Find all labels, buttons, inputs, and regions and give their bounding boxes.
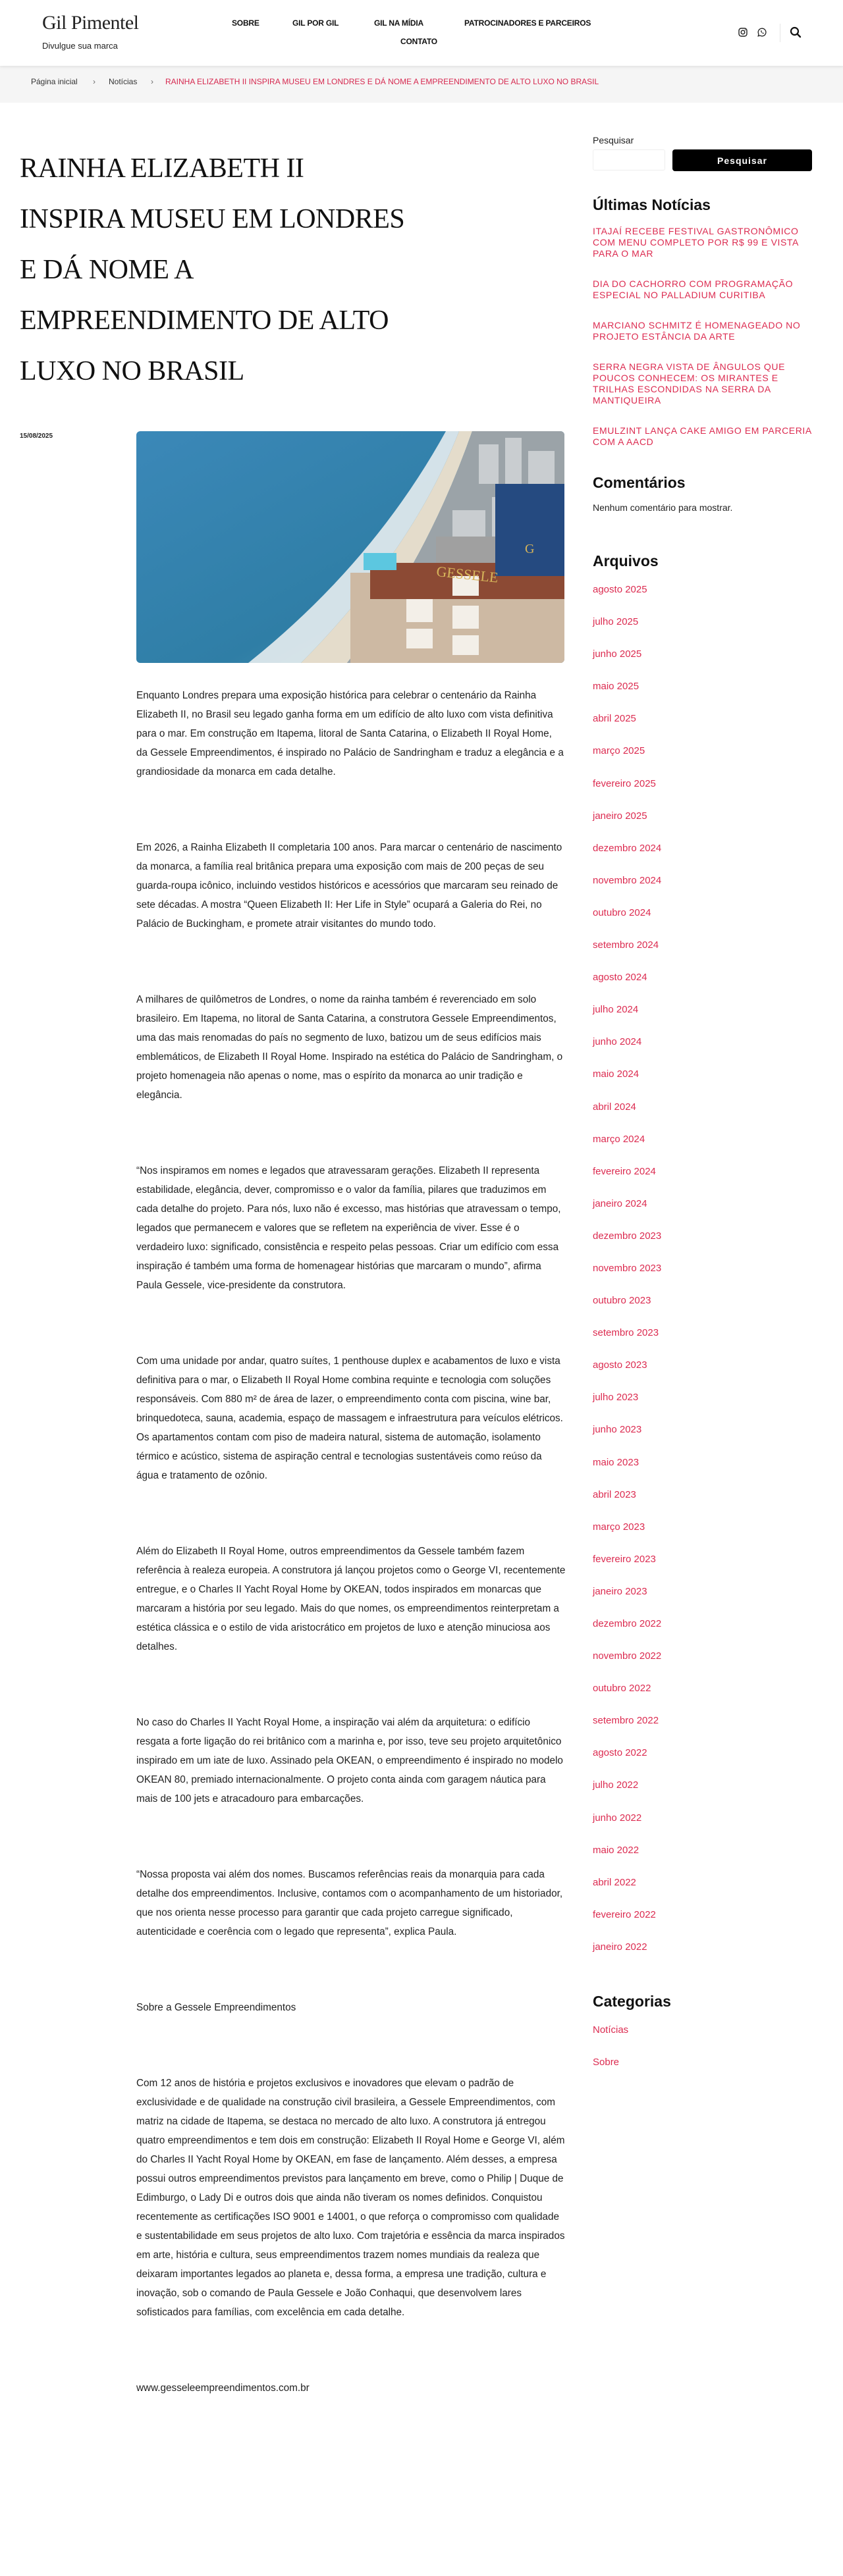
latest-news-link[interactable]: EMULZINT LANÇA CAKE AMIGO EM PARCERIA COM A AACD <box>593 425 812 447</box>
categories-heading: Categorias <box>593 1993 671 2011</box>
article-paragraph: “Nossa proposta vai além dos nomes. Buscamos referências reais da monarquia para cada detalhe dos empreendimentos. Inclusive, contamos com o acompanhamento de um historiador, que nos orienta nesse processo para garantir que cada projeto carregue significado, autenticidade e coerência com o legado que representa”, explica Paula. <box>136 1869 563 1937</box>
archive-link[interactable]: abril 2022 <box>593 1876 636 1888</box>
archives-heading: Arquivos <box>593 552 659 569</box>
archive-link[interactable]: janeiro 2025 <box>593 810 647 822</box>
latest-news-link[interactable]: MARCIANO SCHMITZ É HOMENAGEADO NO PROJETO ESTÂNCIA DA ARTE <box>593 320 801 342</box>
breadcrumb-current: RAINHA ELIZABETH II INSPIRA MUSEU EM LONDRES E DÁ NOME A EMPREENDIMENTO DE ALTO LUXO NO BRASIL <box>165 77 599 86</box>
whatsapp-icon[interactable] <box>757 28 767 40</box>
nav-sobre[interactable]: SOBRE <box>232 18 259 28</box>
search-label: Pesquisar <box>593 135 634 145</box>
nav-gil-na-midia[interactable]: GIL NA MÍDIA <box>374 18 423 28</box>
site-logo[interactable]: Gil Pimentel <box>42 12 139 34</box>
breadcrumb-noticias[interactable]: Notícias <box>109 77 138 86</box>
sidebar <box>593 135 820 2088</box>
archive-link[interactable]: julho 2025 <box>593 616 639 628</box>
archives-list <box>593 583 820 1973</box>
category-link[interactable]: Sobre <box>593 2057 620 2068</box>
latest-news-heading: Últimas Notícias <box>593 196 711 213</box>
article-body <box>136 686 566 2454</box>
archive-link[interactable]: agosto 2022 <box>593 1747 647 1759</box>
archive-link[interactable]: agosto 2025 <box>593 584 647 595</box>
article-date: 15/08/2025 <box>20 433 53 440</box>
website-link[interactable]: www.gesseleempreendimentos.com.br <box>136 2382 310 2394</box>
article-paragraph: No caso do Charles II Yacht Royal Home, a inspiração vai além da arquitetura: o edifício resgata a forte ligação do rei britânico com a marinha e, por isso, teve seu projeto arquitetônico inspirado em um iate de luxo. Assinado pela OKEAN, o empreendimento é inspirado no modelo OKEAN 80, premiado internacionalmente. O projeto conta ainda com garagem náutica para mais de 100 jets e atracadouro para embarcações. <box>136 1717 563 1804</box>
archive-link[interactable]: setembro 2023 <box>593 1327 659 1339</box>
archive-link[interactable]: julho 2022 <box>593 1779 639 1791</box>
article-subheading: Sobre a Gessele Empreendimentos <box>136 2002 296 2013</box>
archive-link[interactable]: março 2025 <box>593 745 645 757</box>
article-paragraph: Com uma unidade por andar, quatro suítes, 1 penthouse duplex e acabamentos de luxo e vista definitiva para o mar, o Elizabeth II Royal Home combina requinte e tecnologia com soluções responsáveis. Com 880 m² de área de lazer, o empreendimento conta com piscina, wine bar, brinquedoteca, sauna, academia, espaço de massagem e infraestrutura para veículos elétricos. Os apartamentos contam com piso de madeira natural, sistema de automação, isolamento térmico e acústico, sistema de aspiração central e tecnologias sustentáveis como reúso da água e tratamento de ozônio. <box>136 1355 563 1481</box>
chevron-right-icon: › <box>93 77 95 86</box>
archive-link[interactable]: janeiro 2024 <box>593 1197 647 1209</box>
article-hero-image <box>136 431 564 663</box>
article-paragraph: Com 12 anos de história e projetos exclusivos e inovadores que elevam o padrão de exclusividade e de qualidade na construção civil brasileira, a Gessele Empreendimentos, com matriz na cidade de Itapema, se destaca no mercado de alto luxo. A construtora já entregou quatro empreendimentos e tem dois em construção: Elizabeth II Royal Home e George VI, além do Charles II Yacht Royal Home by OKEAN, em fase de lançamento. Além desses, a empresa possui outros empreendimentos previstos para lançamento em breve, como o Philip | Duque de Edimburgo, o Lady Di e outros dois que ainda não tiveram os nomes definidos. Conquistou recentemente as certificações ISO 9001 e 14001, o que reforça o compromisso com qualidade e sustentabilidade em seus projetos de alto luxo. Com trajetória e essência da marca inspirados em arte, história e cultura, seus empreendimentos trazem nomes mundiais da realeza que deixaram importantes legados ao planeta e, dessa forma, a empresa une tradição, cultura e inovação, sob o comando de Paula Gessele e João Conhaqui, que desenvolvem lares sofisticados para famílias, com excelência em cada detalhe. <box>136 2078 565 2318</box>
article-title: RAINHA ELIZABETH II INSPIRA MUSEU EM LONDRES E DÁ NOME A EMPREENDIMENTO DE ALTO LUXO NO BRASIL <box>20 153 405 386</box>
archive-link[interactable]: setembro 2022 <box>593 1715 659 1727</box>
archive-link[interactable]: janeiro 2022 <box>593 1941 647 1953</box>
nav-gil-por-gil[interactable]: GIL POR GIL <box>292 18 339 28</box>
archive-link[interactable]: junho 2023 <box>593 1424 642 1436</box>
site-tagline: Divulgue sua marca <box>42 41 118 51</box>
archive-link[interactable]: novembro 2022 <box>593 1650 662 1662</box>
archive-link[interactable]: fevereiro 2025 <box>593 777 656 789</box>
article-paragraph: Em 2026, a Rainha Elizabeth II completaria 100 anos. Para marcar o centenário de nascimento da monarca, a família real britânica prepara uma exposição com mais de 200 peças de seu guarda-roupa icônico, incluindo vestidos históricos e acessórios que marcaram seu reinado de sete décadas. A mostra “Queen Elizabeth II: Her Life in Style” ocupará a Galeria do Rei, no Palácio de Buckingham, e promete atrair visitantes do mundo todo. <box>136 842 562 930</box>
nav-contato[interactable]: CONTATO <box>400 37 437 46</box>
article-paragraph: Além do Elizabeth II Royal Home, outros empreendimentos da Gessele também fazem referência à realeza europeia. A construtora já lançou projetos como o George VI, recentemente entregue, e o Charles II Yacht Royal Home by OKEAN, todos inspirados em monarcas que marcaram a história por seu legado. Mais do que nomes, os empreendimentos reinterpretam a estética clássica e o estilo de vida aristocrático em projetos de luxo e atenção minuciosa aos detalhes. <box>136 1546 566 1652</box>
comments-heading: Comentários <box>593 474 686 491</box>
archive-link[interactable]: novembro 2024 <box>593 874 662 886</box>
archive-link[interactable]: maio 2025 <box>593 681 639 693</box>
categories-list <box>593 2024 820 2088</box>
archive-link[interactable]: julho 2024 <box>593 1004 639 1016</box>
chevron-right-icon: › <box>151 77 153 86</box>
search-input[interactable] <box>593 149 665 171</box>
nav-patrocinadores[interactable]: PATROCINADORES E PARCEIROS <box>464 18 591 28</box>
archive-link[interactable]: setembro 2024 <box>593 939 659 951</box>
archive-link[interactable]: junho 2022 <box>593 1812 642 1824</box>
archive-link[interactable]: março 2023 <box>593 1521 645 1533</box>
comments-empty: Nenhum comentário para mostrar. <box>593 502 733 513</box>
search-icon[interactable] <box>790 26 802 41</box>
archive-link[interactable]: junho 2024 <box>593 1036 642 1048</box>
instagram-icon[interactable] <box>738 28 748 40</box>
archive-link[interactable]: outubro 2024 <box>593 907 651 918</box>
archive-link[interactable]: março 2024 <box>593 1133 645 1145</box>
archive-link[interactable]: maio 2024 <box>593 1068 639 1080</box>
archive-link[interactable]: outubro 2022 <box>593 1683 651 1695</box>
archive-link[interactable]: dezembro 2023 <box>593 1230 662 1242</box>
gessele-sign: GESSELE <box>435 563 499 586</box>
archive-link[interactable]: abril 2023 <box>593 1488 636 1500</box>
latest-news-link[interactable]: DIA DO CACHORRO COM PROGRAMAÇÃO ESPECIAL NO PALLADIUM CURITIBA <box>593 278 794 300</box>
archive-link[interactable]: dezembro 2024 <box>593 842 662 854</box>
archive-link[interactable]: fevereiro 2022 <box>593 1908 656 1920</box>
latest-news-link[interactable]: SERRA NEGRA VISTA DE ÂNGULOS QUE POUCOS CONHECEM: OS MIRANTES E TRILHAS ESCONDIDAS NA SERRA DA MANTIQUEIRA <box>593 361 786 406</box>
archive-link[interactable]: abril 2024 <box>593 1101 636 1113</box>
breadcrumb <box>0 66 843 103</box>
article-paragraph: “Nos inspiramos em nomes e legados que atravessaram gerações. Elizabeth II representa estabilidade, elegância, dever, compromisso e o valor da família, pilares que traduzimos em cada detalhe do projeto. Para nós, luxo não é excesso, mas histórias que atravessam o tempo, legados que permanecem e valores que se refletem na experiência de viver. Esse é o verdadeiro luxo: significado, consistência e respeito pelas pessoas. Criar um edifício com essa inspiração é também uma forma de homenagear histórias que marcaram o mundo”, afirma Paula Gessele, vice-presidente da construtora. <box>136 1165 561 1291</box>
archive-link[interactable]: fevereiro 2023 <box>593 1553 656 1565</box>
archive-link[interactable]: abril 2025 <box>593 713 636 725</box>
archive-link[interactable]: agosto 2023 <box>593 1359 647 1371</box>
archive-link[interactable]: outubro 2023 <box>593 1295 651 1307</box>
latest-news-link[interactable]: ITAJAÍ RECEBE FESTIVAL GASTRONÔMICO COM MENU COMPLETO POR R$ 99 E VISTA PARA O MAR <box>593 226 799 259</box>
archive-link[interactable]: maio 2022 <box>593 1844 639 1856</box>
article-paragraph: A milhares de quilômetros de Londres, o nome da rainha também é reverenciado em solo brasileiro. Em Itapema, no litoral de Santa Catarina, a construtora Gessele Empreendimentos, uma das mais renomadas do país no segmento de luxo, batizou um de seus edifícios mais emblemáticos, de Elizabeth II Royal Home. Inspirado na estética do Palácio de Sandringham, o projeto homenageia não apenas o nome, mas o espírito da monarca ao unir tradição e elegância. <box>136 994 563 1101</box>
crest-logo: G <box>525 542 535 556</box>
archive-link[interactable]: dezembro 2022 <box>593 1618 662 1629</box>
site-header <box>0 0 843 66</box>
archive-link[interactable]: fevereiro 2024 <box>593 1165 656 1177</box>
article-paragraph: Enquanto Londres prepara uma exposição histórica para celebrar o centenário da Rainha Elizabeth II, no Brasil seu legado ganha forma em um edifício de alto luxo com vista definitiva para o mar. Em construção em Itapema, litoral de Santa Catarina, o Elizabeth II Royal Home, da Gessele Empreendimentos, é inspirado no Palácio de Sandringham e traduz a elegância e a grandiosidade da monarca em cada detalhe. <box>136 690 564 777</box>
latest-news-list <box>593 226 820 448</box>
archive-link[interactable]: janeiro 2023 <box>593 1585 647 1597</box>
archive-link[interactable]: novembro 2023 <box>593 1262 662 1274</box>
archive-link[interactable]: julho 2023 <box>593 1392 639 1404</box>
archive-link[interactable]: agosto 2024 <box>593 972 647 984</box>
archive-link[interactable]: maio 2023 <box>593 1456 639 1468</box>
category-link[interactable]: Notícias <box>593 2024 629 2036</box>
archive-link[interactable]: junho 2025 <box>593 648 642 660</box>
breadcrumb-home[interactable]: Página inicial <box>31 77 78 86</box>
search-button[interactable]: Pesquisar <box>672 149 812 171</box>
